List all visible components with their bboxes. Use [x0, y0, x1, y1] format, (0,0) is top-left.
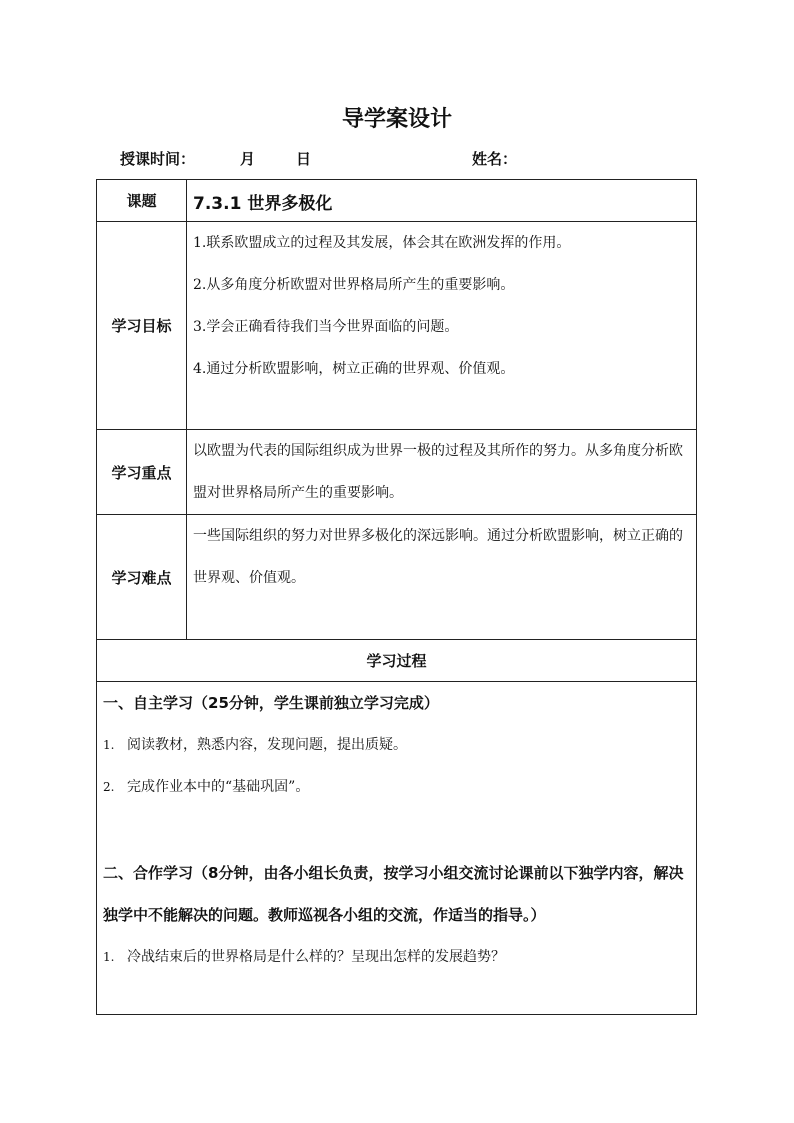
- topic-row: [97, 180, 697, 222]
- topic-label: 课题: [97, 180, 187, 222]
- process-body-row: [97, 682, 697, 1015]
- process-heading: 学习过程: [97, 640, 697, 682]
- goal-item: 1.联系欧盟成立的过程及其发展，体会其在欧洲发挥的作用。: [193, 235, 571, 251]
- spacer: [97, 808, 696, 852]
- item-text: 完成作业本中的“基础巩固”。: [127, 779, 310, 795]
- item-number: 2.: [103, 780, 115, 794]
- day-label: 日: [296, 150, 312, 168]
- difficulty-label: 学习难点: [97, 515, 187, 640]
- goal-item: 4.通过分析欧盟影响，树立正确的世界观、价值观。: [193, 361, 515, 377]
- date-label: 授课时间：: [120, 150, 196, 168]
- self-study-heading: 一、自主学习（25分钟，学生课前独立学习完成）: [103, 694, 439, 712]
- item-text: 阅读教材，熟悉内容，发现问题，提出质疑。: [127, 737, 407, 753]
- lesson-table: [96, 179, 697, 1015]
- difficulty-text: 一些国际组织的努力对世界多极化的深远影响。通过分析欧盟影响，树立正确的世界观、价值观。: [193, 528, 683, 586]
- item-number: 1.: [103, 738, 115, 752]
- goal-item: 2.从多角度分析欧盟对世界格局所产生的重要影响。: [193, 277, 515, 293]
- page-title: 导学案设计: [341, 107, 452, 132]
- key-label: 学习重点: [97, 430, 187, 515]
- item-text: 冷战结束后的世界格局是什么样的？呈现出怎样的发展趋势？: [127, 949, 505, 965]
- month-label: 月: [240, 150, 256, 168]
- key-text: 以欧盟为代表的国际组织成为世界一极的过程及其所作的努力。从多角度分析欧盟对世界格局所产生的重要影响。: [193, 443, 683, 501]
- process-heading-row: [97, 640, 697, 682]
- coop-study-heading: 二、合作学习（8分钟，由各小组长负责，按学习小组交流讨论课前以下独学内容，解决独学中不能解决的问题。教师巡视各小组的交流，作适当的指导。）: [103, 864, 684, 924]
- list-item: [97, 766, 696, 808]
- list-item: [97, 724, 696, 766]
- name-label: 姓名：: [472, 150, 518, 168]
- goals-row: [97, 222, 697, 430]
- key-row: [97, 430, 697, 515]
- topic-value: 7.3.1 世界多极化: [193, 194, 333, 214]
- item-number: 1.: [103, 950, 115, 964]
- goal-item: 3.学会正确看待我们当今世界面临的问题。: [193, 319, 459, 335]
- list-item: [97, 936, 696, 978]
- difficulty-row: [97, 515, 697, 640]
- goals-label: 学习目标: [97, 222, 187, 430]
